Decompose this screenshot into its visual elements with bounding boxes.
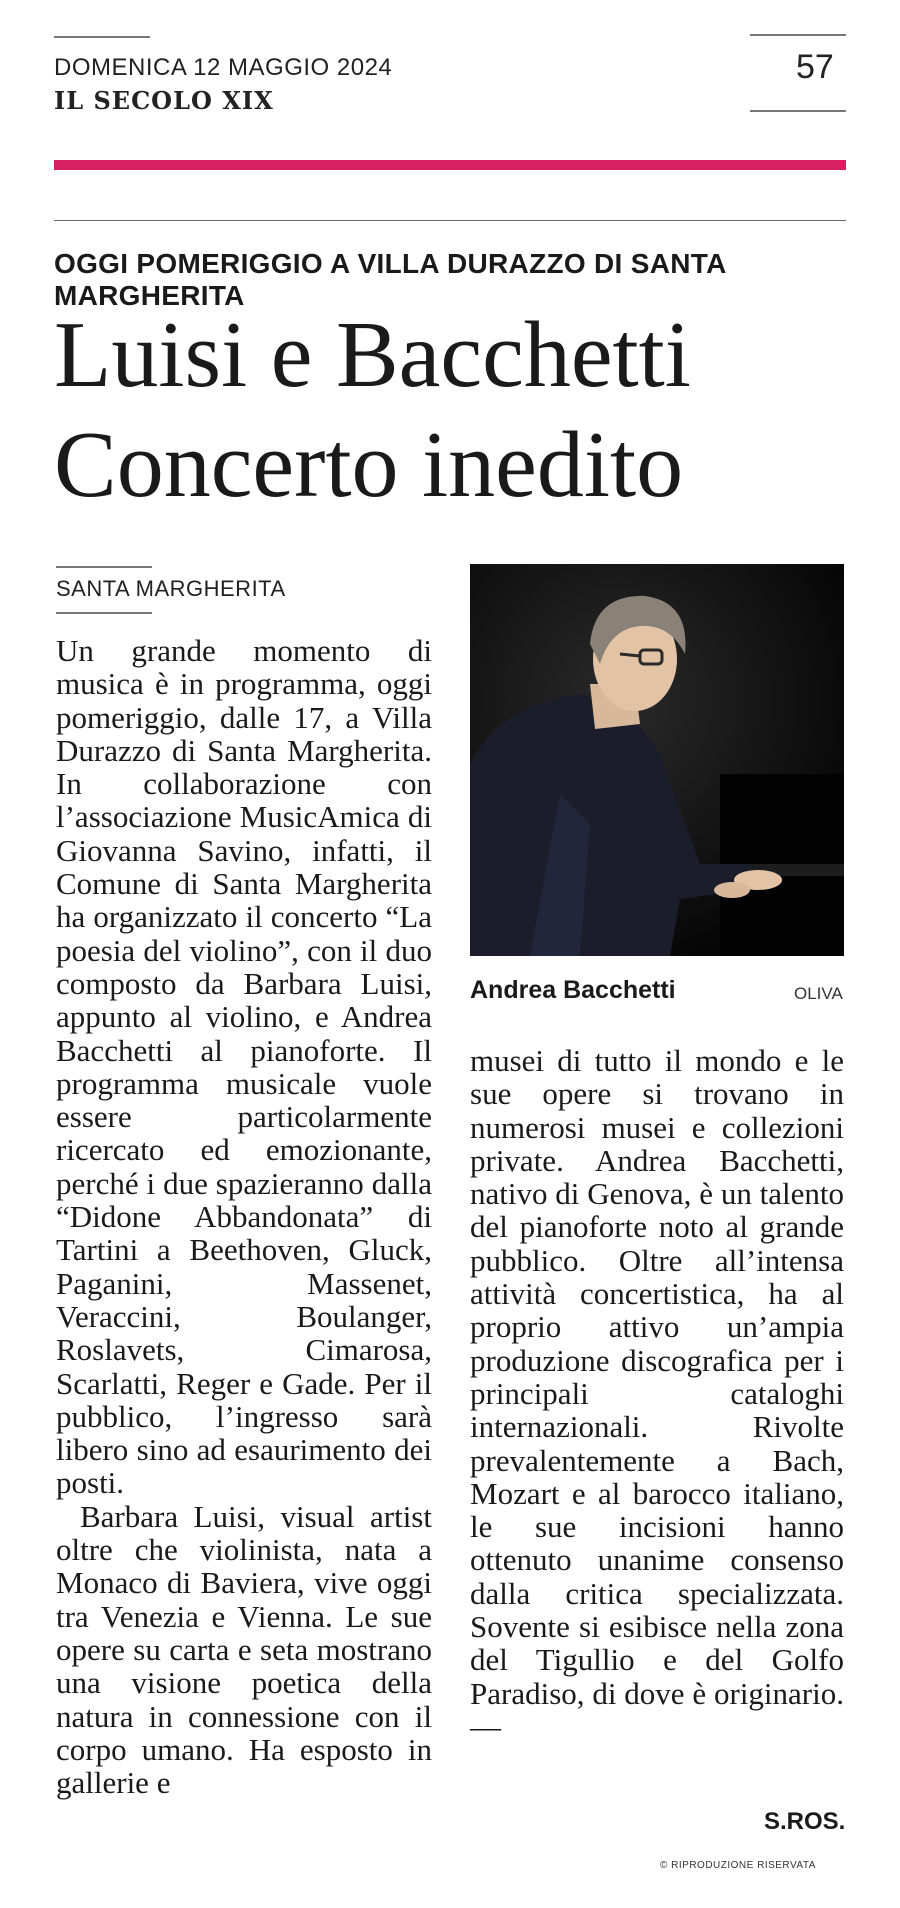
kicker-rule [54,220,846,221]
header-rule-left [54,36,150,38]
photo-credit: OLIVA [794,984,843,1003]
section-accent-bar [54,160,846,170]
paragraph-1: Un grande momento di musica è in programma, oggi pomeriggio, dalle 17, a Villa Durazzo di Santa Margherita. In collaborazione con l’associazione MusicAmica di Giovanna Savino, infatti, il Comune di Santa Margherita ha organizzato il concerto “La poesia del violino”, con il duo composto da Barbara Luisi, appunto al violino, e Andrea Bacchetti al pianoforte. Il programma musicale vuole essere particolarmente ricercato ed emozionante, perché i due spazieranno dalla “Didone Abbandonata” di Tartini a Beethoven, Gluck, Paganini, Massenet, Veraccini, Boulanger, Roslavets, Cimarosa, Scarlatti, Reger e Gade. Per il pubblico, l’ingresso sarà libero sino ad esaurimento dei posti. [56,633,432,1501]
issue-date: DOMENICA 12 MAGGIO 2024 [54,54,393,81]
copyright-notice: © RIPRODUZIONE RISERVATA [660,1860,816,1871]
paragraph-3: musei di tutto il mondo e le sue opere si trovano in numerosi musei e collezioni private. Andrea Bacchetti, nativo di Genova, è un talento del pianoforte noto al grande pubblico. Oltre all’intensa attività concertistica, ha al proprio attivo un’ampia produzione discografica per i principali cataloghi internazionali. Rivolte prevalentemente a Bach, Mozart e al barocco italiano, le sue incisioni hanno ottenuto unanime consenso dalla critica specializzata. Sovente si esibisce nella zona del Tigullio e del Golfo Paradiso, di dove è originario. — [470,1043,844,1744]
article-column-1 [56,634,432,1799]
article-column-2 [470,1044,844,1743]
dateline-rule-bottom [56,612,152,614]
article-headline [54,300,854,520]
dateline: SANTA MARGHERITA [56,576,286,601]
article-photo [470,564,844,956]
article-kicker: OGGI POMERIGGIO A VILLA DURAZZO DI SANTA MARGHERITA [54,248,726,311]
header-rule-right-top [750,34,846,36]
newspaper-name: IL SECOLO XIX [54,86,274,115]
headline-line-2: Concerto inedito [54,413,684,517]
paragraph-2: Barbara Luisi, visual artist oltre che violinista, nata a Monaco di Baviera, vive oggi tra Venezia e Vienna. Le sue opere su carta e seta mostrano una visione poetica della natura in connessione con il corpo umano. Ha esposto in gallerie e [56,1498,432,1801]
pianist-photo-illustration [470,564,844,956]
dateline-rule-top [56,566,152,568]
page-number: 57 [796,48,834,86]
author-signature: S.ROS. [764,1808,846,1835]
header-rule-right-bottom [750,110,846,112]
headline-line-1: Luisi e Bacchetti [54,303,691,407]
photo-caption: Andrea Bacchetti [470,976,676,1004]
